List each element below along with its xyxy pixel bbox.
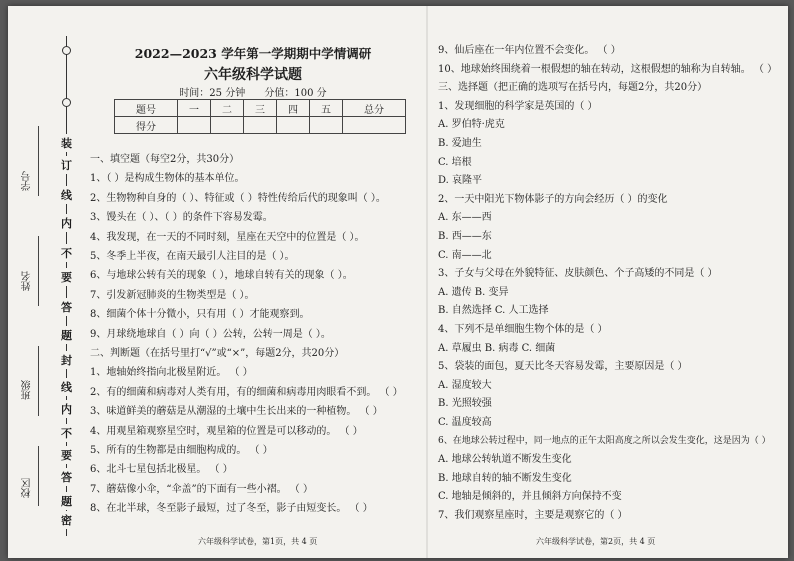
question-line: B. 西——东 [438,231,492,242]
score-cell[interactable] [211,117,244,134]
exam-sheet [8,6,788,558]
question-line: 8、在北半球，冬至影子最短，过了冬至，影子由短变长。 （ ） [90,503,373,515]
binding-char: 线 [61,378,72,396]
score-header-cell: 题号 [115,100,178,117]
binding-char: 题 [61,492,72,510]
score-header-cell: 五 [310,100,343,117]
score-cell[interactable] [310,117,343,134]
binding-char: 封 [61,351,72,369]
binding-char: 答 [61,468,72,486]
score-cell[interactable] [244,117,277,134]
binding-char: 不 [61,244,72,262]
score-header-cell: 一 [178,100,211,117]
field-class: 班级 [22,380,33,400]
question-line: B. 爱迪生 [438,138,482,149]
question-line: 5、所有的生物都是由细胞构成的。 （ ） [90,445,273,456]
question-line: C. 培根 [438,156,472,168]
question-line: 7、引发新冠肺炎的生物类型是（ ）。 [90,289,255,301]
exam-subtitle: 六年级科学试题 [204,67,302,83]
question-line: 6、在地球公转过程中，同一地点的正午太阳高度之所以会发生变化，这是因为（ ） [438,435,771,446]
field-campus: 校区 [22,478,33,498]
score-header-cell: 三 [244,100,277,117]
binding-char: 内 [61,400,72,418]
score-cell[interactable] [178,117,211,134]
field-line [38,446,39,506]
question-line: 3、味道鲜美的蘑菇是从潮湿的土壤中生长出来的一种植物。 （ ） [90,406,383,418]
question-line: 5、冬季上半夜，在南天最引人注目的是（ ）。 [90,251,295,262]
question-line: A. 地球公转轨道不断发生变化 [438,454,572,466]
exam-meta [88,84,418,99]
question-line: 1、（ ）是构成生物体的基本单位。 [90,173,245,185]
binding-hole [62,46,71,55]
score-cell[interactable] [343,117,406,134]
question-line: 2、有的细菌和病毒对人类有用，有的细菌和病毒用肉眼看不到。 （ ） [90,386,403,398]
score-cell[interactable] [277,117,310,134]
question-line: 4、用观星箱观察星空时，观星箱的位置是可以移动的。 （ ） [90,425,363,437]
binding-char: 要 [61,268,72,286]
question-line: B. 自然选择 C. 人工选择 [438,305,549,317]
score-table-score-row [115,117,406,134]
field-name: 姓名 [22,271,33,291]
question-line: 10、地球始终围绕着一根假想的轴在转动，这根假想的轴称为自转轴。 （ ） [438,63,778,75]
question-line: 6、与地球公转有关的现象（ ），地球自转有关的现象（ ）。 [90,270,353,282]
binding-char: 装 [61,134,72,152]
score-header-cell: 总分 [343,100,406,117]
field-line [38,126,39,196]
question-line: 4、我发现，在一天的不同时刻，星座在天空中的位置是（ ）。 [90,231,365,243]
question-line: A. 湿度较大 [438,379,492,391]
field-line [38,346,39,416]
section-heading: 二、判断题（在括号里打“√”或“×”，每题2分，共20分） [90,348,345,359]
question-line: 1、发现细胞的科学家是英国的（ ） [438,100,598,112]
question-line: 2、一天中阳光下物体影子的方向会经历（ ）的变化 [438,193,668,205]
section-heading: 三、选择题（把正确的选项写在括号内，每题2分，共20分） [438,82,708,94]
binding-char: 题 [61,326,72,344]
binding-char: 密 [61,511,72,529]
question-line: 9、仙后座在一年内位置不会变化。 （ ） [438,45,621,56]
score-table-header-row [115,100,406,117]
binding-strip [8,6,84,558]
binding-char: 答 [61,298,72,316]
question-line: B. 地球自转的轴不断发生变化 [438,472,572,484]
binding-char: 不 [61,424,72,442]
question-line: 4、下列不是单细胞生物个体的是（ ） [438,324,608,335]
question-line: 1、地轴始终指向北极星附近。 （ ） [90,367,253,379]
question-line: A. 东——西 [438,212,492,224]
page-footer: 六年级科学试卷，第1页，共 4 页 [198,537,318,546]
question-line: A. 遗传 B. 变异 [438,286,509,298]
score-header-cell: 四 [277,100,310,117]
question-line: 7、蘑菇像小伞，“伞盖”的下面有一些小褶。 （ ） [90,483,313,495]
question-line: 7、我们观察星座时，主要是观察它的（ ） [438,510,628,521]
question-line: 8、细菌个体十分微小，只有用（ ）才能观察到。 [90,309,310,321]
question-line: 9、月球绕地球自（ ）向（ ）公转，公转一周是（ ）。 [90,328,331,340]
question-line: C. 南——北 [438,249,492,261]
section-heading: 一、填空题（每空2分，共30分） [90,154,240,165]
question-line: C. 温度较高 [438,417,492,428]
question-line: C. 地轴是倾斜的，并且倾斜方向保持不变 [438,491,622,503]
score-row-label: 得分 [115,117,178,134]
question-line: 3、子女与父母在外貌特征、皮肤颜色、个子高矮的不同是（ ） [438,268,718,280]
exam-title: 2022—2023 学年第一学期期中学情调研 [134,46,372,61]
score-table [114,99,406,134]
binding-char: 要 [61,446,72,464]
question-line: B. 光照较强 [438,398,492,410]
exam-score-total: 分值：100 分 [264,88,327,99]
question-line: A. 草履虫 B. 病毒 C. 细菌 [438,342,556,354]
score-header-cell: 二 [211,100,244,117]
binding-char: 线 [61,186,72,204]
question-line: 3、馒头在（ ）、（ ）的条件下容易发霉。 [90,212,273,224]
question-line: 2、生物物种自身的（ ）、特征或（ ）特性传给后代的现象叫（ ）。 [90,192,386,204]
binding-char: 内 [61,214,72,232]
binding-char: 订 [61,156,72,174]
question-line: D. 哀隆平 [438,175,483,187]
question-line: 6、北斗七星包括北极星。 （ ） [90,464,233,476]
exam-time: 时间：25 分钟 [179,88,246,99]
page-fold [426,6,428,558]
question-line: 5、袋装的面包，夏天比冬天容易发霉，主要原因是（ ） [438,361,688,373]
binding-hole [62,98,71,107]
field-student-id: 学号 [22,171,33,191]
field-line [38,236,39,306]
question-line: A. 罗伯特·虎克 [438,119,505,131]
page-footer: 六年级科学试卷，第2页，共 4 页 [536,537,656,546]
